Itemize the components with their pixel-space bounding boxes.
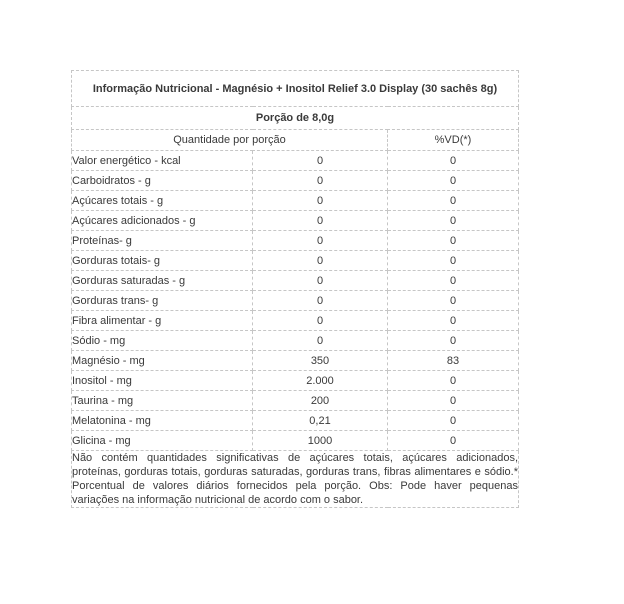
nutrient-dv: 0 — [388, 211, 519, 231]
table-row — [72, 291, 519, 311]
table-row — [72, 391, 519, 411]
footnote-text: Não contém quantidades significativas de açúcares totais, açúcares adicionados, proteínas, gorduras totais, gorduras saturadas, gorduras trans, fibras alimentares e sódio.* Porcentual de valores diários fornecidos pela porção. Obs: Pode haver pequenas variações na informação nutricional de acordo com o sabor. — [72, 452, 518, 506]
title-row — [72, 71, 519, 107]
nutrient-quantity: 0 — [253, 171, 388, 191]
nutrient-label: Taurina - mg — [72, 391, 253, 411]
nutrition-table-container — [71, 70, 519, 508]
table-row — [72, 211, 519, 231]
table-row — [72, 331, 519, 351]
table-row — [72, 311, 519, 331]
table-row — [72, 351, 519, 371]
nutrient-quantity: 0 — [253, 251, 388, 271]
nutrient-quantity: 0 — [253, 291, 388, 311]
nutrient-label: Sódio - mg — [72, 331, 253, 351]
nutrient-dv: 0 — [388, 271, 519, 291]
nutrient-quantity: 0 — [253, 311, 388, 331]
nutrient-dv: 0 — [388, 391, 519, 411]
nutrient-label: Melatonina - mg — [72, 411, 253, 431]
column-header-quantity: Quantidade por porção — [72, 130, 388, 151]
nutrient-dv: 0 — [388, 171, 519, 191]
table-row — [72, 231, 519, 251]
portion-label: Porção de 8,0g — [72, 107, 519, 130]
nutrient-label: Gorduras trans- g — [72, 291, 253, 311]
nutrient-dv: 0 — [388, 331, 519, 351]
table-row — [72, 151, 519, 171]
nutrient-quantity: 200 — [253, 391, 388, 411]
nutrient-label: Fibra alimentar - g — [72, 311, 253, 331]
column-header-row — [72, 130, 519, 151]
nutrient-label: Gorduras totais- g — [72, 251, 253, 271]
table-row — [72, 251, 519, 271]
table-row — [72, 191, 519, 211]
table-row — [72, 431, 519, 451]
nutrient-label: Açúcares totais - g — [72, 191, 253, 211]
nutrient-dv: 0 — [388, 251, 519, 271]
nutrient-quantity: 350 — [253, 351, 388, 371]
table-row — [72, 411, 519, 431]
table-row — [72, 271, 519, 291]
nutrient-label: Proteínas- g — [72, 231, 253, 251]
nutrient-quantity: 0,21 — [253, 411, 388, 431]
nutrient-dv: 0 — [388, 151, 519, 171]
nutrient-quantity: 2.000 — [253, 371, 388, 391]
nutrient-dv: 0 — [388, 311, 519, 331]
nutrient-dv: 0 — [388, 191, 519, 211]
nutrient-quantity: 0 — [253, 271, 388, 291]
nutrient-dv: 0 — [388, 231, 519, 251]
nutrient-dv: 0 — [388, 411, 519, 431]
table-row — [72, 171, 519, 191]
table-title: Informação Nutricional - Magnésio + Inositol Relief 3.0 Display (30 sachês 8g) — [72, 71, 519, 107]
nutrient-quantity: 0 — [253, 211, 388, 231]
nutrient-quantity: 0 — [253, 151, 388, 171]
nutrient-label: Carboidratos - g — [72, 171, 253, 191]
nutrient-dv: 83 — [388, 351, 519, 371]
nutrient-label: Açúcares adicionados - g — [72, 211, 253, 231]
portion-row — [72, 107, 519, 130]
table-row — [72, 371, 519, 391]
nutrient-label: Inositol - mg — [72, 371, 253, 391]
nutrient-dv: 0 — [388, 291, 519, 311]
column-header-dv: %VD(*) — [388, 130, 519, 151]
nutrient-label: Valor energético - kcal — [72, 151, 253, 171]
nutrient-label: Gorduras saturadas - g — [72, 271, 253, 291]
nutrient-quantity: 0 — [253, 331, 388, 351]
nutrient-dv: 0 — [388, 431, 519, 451]
nutrient-label: Glicina - mg — [72, 431, 253, 451]
nutrient-dv: 0 — [388, 371, 519, 391]
footnote-row — [72, 451, 519, 508]
nutrition-table — [71, 70, 519, 508]
nutrient-quantity: 1000 — [253, 431, 388, 451]
nutrient-label: Magnésio - mg — [72, 351, 253, 371]
nutrient-quantity: 0 — [253, 191, 388, 211]
nutrient-quantity: 0 — [253, 231, 388, 251]
